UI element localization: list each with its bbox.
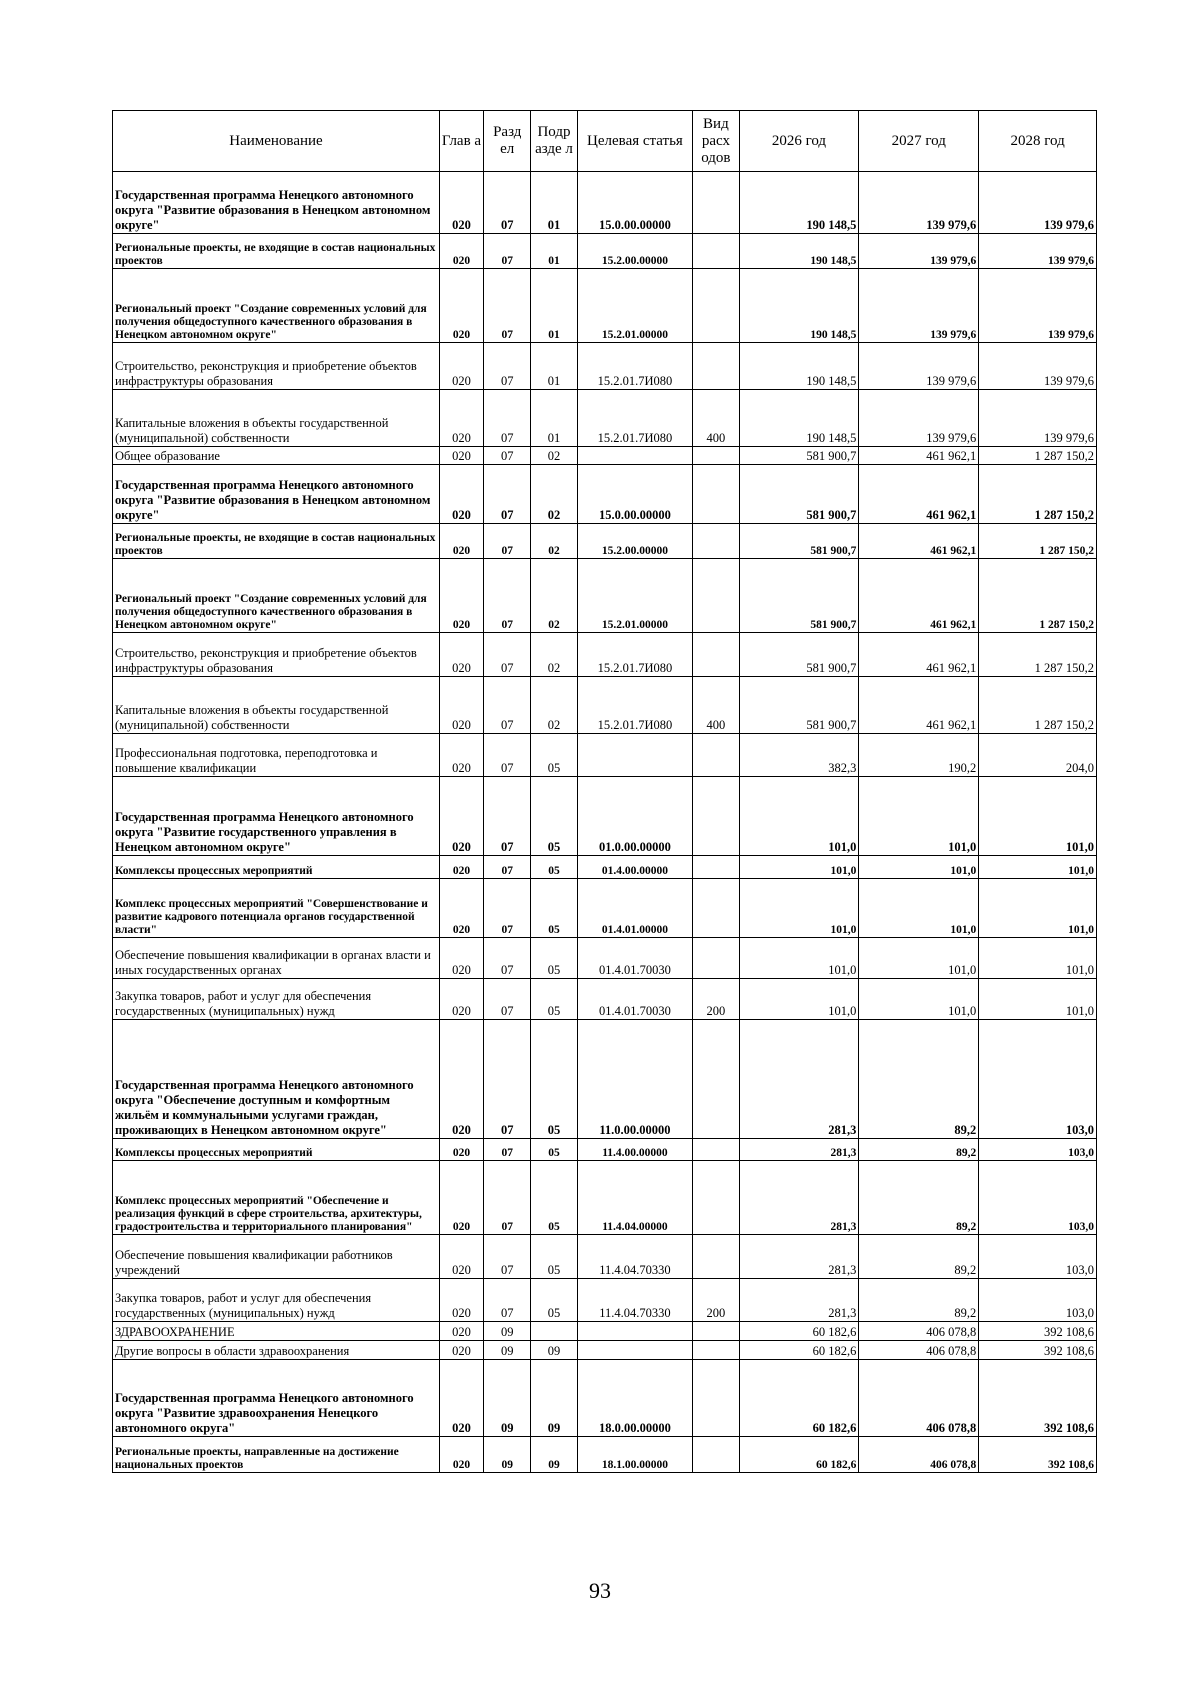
row-2026: 581 900,7 <box>739 524 859 559</box>
row-2027: 461 962,1 <box>859 465 979 524</box>
row-razdel: 07 <box>484 234 531 269</box>
page-number: 93 <box>589 1578 611 1603</box>
row-2027: 461 962,1 <box>859 524 979 559</box>
row-razdel: 07 <box>484 559 531 633</box>
row-2027: 461 962,1 <box>859 559 979 633</box>
row-2028: 392 108,6 <box>979 1322 1097 1341</box>
row-vid <box>693 465 739 524</box>
row-target: 01.4.00.00000 <box>577 856 693 879</box>
row-name: Государственная программа Ненецкого автономного округа "Обеспечение доступным и комфортным жильём и коммунальными услугами граждан, проживающих в Ненецком автономном округе" <box>113 1020 440 1139</box>
table-row <box>113 559 1097 633</box>
row-name: Комплексы процессных мероприятий <box>113 1139 440 1161</box>
table-row <box>113 938 1097 979</box>
row-name: Закупка товаров, работ и услуг для обеспечения государственных (муниципальных) нужд <box>113 1279 440 1322</box>
row-2026: 60 182,6 <box>739 1437 859 1473</box>
row-glava: 020 <box>439 1437 483 1473</box>
header-name: Наименование <box>113 111 440 172</box>
row-name: Комплекс процессных мероприятий "Обеспечение и реализация функций в сфере строительства, архитектуры, градостроительства и территориального планирования" <box>113 1161 440 1235</box>
row-vid <box>693 856 739 879</box>
row-name: Обеспечение повышения квалификации работников учреждений <box>113 1235 440 1279</box>
row-2027: 101,0 <box>859 979 979 1020</box>
row-name: Комплекс процессных мероприятий "Совершенствование и развитие кадрового потенциала органов государственной власти" <box>113 879 440 938</box>
row-2028: 101,0 <box>979 879 1097 938</box>
row-target: 01.4.01.70030 <box>577 979 693 1020</box>
header-target: Целевая статья <box>577 111 693 172</box>
row-2028: 139 979,6 <box>979 234 1097 269</box>
row-target: 18.0.00.00000 <box>577 1360 693 1437</box>
row-2028: 103,0 <box>979 1161 1097 1235</box>
row-razdel: 07 <box>484 938 531 979</box>
row-name: Профессиональная подготовка, переподготовка и повышение квалификации <box>113 734 440 777</box>
row-target: 15.0.00.00000 <box>577 172 693 234</box>
row-2026: 101,0 <box>739 979 859 1020</box>
row-glava: 020 <box>439 879 483 938</box>
row-glava: 020 <box>439 234 483 269</box>
row-2027: 139 979,6 <box>859 172 979 234</box>
row-2028: 392 108,6 <box>979 1341 1097 1360</box>
table-row <box>113 879 1097 938</box>
row-glava: 020 <box>439 856 483 879</box>
row-name: Капитальные вложения в объекты государственной (муниципальной) собственности <box>113 677 440 734</box>
row-vid: 400 <box>693 677 739 734</box>
row-name: ЗДРАВООХРАНЕНИЕ <box>113 1322 440 1341</box>
row-2028: 101,0 <box>979 938 1097 979</box>
row-name: Региональный проект "Создание современных условий для получения общедоступного качественного образования в Ненецком автономном округе" <box>113 559 440 633</box>
row-2026: 281,3 <box>739 1139 859 1161</box>
row-name: Общее образование <box>113 447 440 465</box>
row-2026: 281,3 <box>739 1161 859 1235</box>
row-podrazdel: 02 <box>531 465 577 524</box>
row-2026: 101,0 <box>739 777 859 856</box>
row-2027: 139 979,6 <box>859 390 979 447</box>
header-vid: Вид расх одов <box>693 111 739 172</box>
row-vid <box>693 938 739 979</box>
row-razdel: 07 <box>484 390 531 447</box>
row-podrazdel: 02 <box>531 677 577 734</box>
row-razdel: 07 <box>484 447 531 465</box>
row-target: 15.2.01.00000 <box>577 559 693 633</box>
table-row <box>113 777 1097 856</box>
row-target <box>577 1322 693 1341</box>
row-2028: 204,0 <box>979 734 1097 777</box>
row-2026: 581 900,7 <box>739 465 859 524</box>
row-2026: 281,3 <box>739 1279 859 1322</box>
row-podrazdel: 05 <box>531 777 577 856</box>
row-razdel: 07 <box>484 734 531 777</box>
row-podrazdel: 01 <box>531 390 577 447</box>
row-2026: 581 900,7 <box>739 447 859 465</box>
row-2027: 406 078,8 <box>859 1322 979 1341</box>
row-2026: 101,0 <box>739 938 859 979</box>
row-razdel: 07 <box>484 1020 531 1139</box>
row-podrazdel: 05 <box>531 1020 577 1139</box>
header-2028: 2028 год <box>979 111 1097 172</box>
row-razdel: 09 <box>484 1437 531 1473</box>
budget-table <box>112 110 1097 1473</box>
row-2028: 392 108,6 <box>979 1437 1097 1473</box>
row-razdel: 07 <box>484 856 531 879</box>
row-name: Строительство, реконструкция и приобретение объектов инфраструктуры образования <box>113 343 440 390</box>
row-glava: 020 <box>439 524 483 559</box>
row-vid <box>693 269 739 343</box>
row-vid <box>693 1322 739 1341</box>
table-row <box>113 856 1097 879</box>
row-2026: 581 900,7 <box>739 633 859 677</box>
row-2028: 139 979,6 <box>979 390 1097 447</box>
row-glava: 020 <box>439 390 483 447</box>
row-target: 11.4.04.00000 <box>577 1161 693 1235</box>
row-target: 15.2.00.00000 <box>577 234 693 269</box>
row-2027: 406 078,8 <box>859 1360 979 1437</box>
row-name: Закупка товаров, работ и услуг для обеспечения государственных (муниципальных) нужд <box>113 979 440 1020</box>
table-header-row <box>113 111 1097 172</box>
row-razdel: 09 <box>484 1322 531 1341</box>
row-glava: 020 <box>439 1161 483 1235</box>
row-2026: 101,0 <box>739 879 859 938</box>
row-2028: 392 108,6 <box>979 1360 1097 1437</box>
table-row <box>113 1279 1097 1322</box>
row-vid <box>693 1161 739 1235</box>
row-name: Комплексы процессных мероприятий <box>113 856 440 879</box>
row-vid <box>693 734 739 777</box>
table-row <box>113 172 1097 234</box>
row-name: Государственная программа Ненецкого автономного округа "Развитие образования в Ненецком автономном округе" <box>113 465 440 524</box>
row-2027: 101,0 <box>859 938 979 979</box>
row-glava: 020 <box>439 172 483 234</box>
row-vid: 400 <box>693 390 739 447</box>
row-vid <box>693 1139 739 1161</box>
table-row <box>113 465 1097 524</box>
row-razdel: 09 <box>484 1341 531 1360</box>
header-2026: 2026 год <box>739 111 859 172</box>
row-glava: 020 <box>439 979 483 1020</box>
row-2026: 101,0 <box>739 856 859 879</box>
row-2028: 139 979,6 <box>979 269 1097 343</box>
table-row <box>113 343 1097 390</box>
table-row <box>113 1020 1097 1139</box>
row-2026: 281,3 <box>739 1020 859 1139</box>
row-podrazdel: 02 <box>531 447 577 465</box>
table-row <box>113 1139 1097 1161</box>
row-glava: 020 <box>439 633 483 677</box>
row-2027: 101,0 <box>859 777 979 856</box>
row-name: Региональные проекты, не входящие в состав национальных проектов <box>113 234 440 269</box>
row-2027: 461 962,1 <box>859 677 979 734</box>
row-2028: 1 287 150,2 <box>979 447 1097 465</box>
row-name: Региональные проекты, направленные на достижение национальных проектов <box>113 1437 440 1473</box>
row-2026: 190 148,5 <box>739 234 859 269</box>
row-vid <box>693 234 739 269</box>
row-2028: 101,0 <box>979 856 1097 879</box>
table-row <box>113 1161 1097 1235</box>
row-target: 15.2.01.7И080 <box>577 633 693 677</box>
table-row <box>113 1360 1097 1437</box>
row-podrazdel: 05 <box>531 938 577 979</box>
row-podrazdel: 05 <box>531 879 577 938</box>
row-2027: 101,0 <box>859 856 979 879</box>
row-vid <box>693 524 739 559</box>
row-glava: 020 <box>439 343 483 390</box>
row-razdel: 07 <box>484 1161 531 1235</box>
row-razdel: 07 <box>484 677 531 734</box>
row-2028: 1 287 150,2 <box>979 465 1097 524</box>
row-podrazdel: 02 <box>531 524 577 559</box>
table-row <box>113 734 1097 777</box>
row-target: 18.1.00.00000 <box>577 1437 693 1473</box>
row-podrazdel: 02 <box>531 633 577 677</box>
row-razdel: 09 <box>484 1360 531 1437</box>
row-vid <box>693 559 739 633</box>
row-2028: 103,0 <box>979 1139 1097 1161</box>
row-glava: 020 <box>439 447 483 465</box>
row-glava: 020 <box>439 465 483 524</box>
row-2027: 190,2 <box>859 734 979 777</box>
row-2027: 139 979,6 <box>859 269 979 343</box>
row-vid <box>693 1341 739 1360</box>
row-2026: 581 900,7 <box>739 677 859 734</box>
row-target: 01.0.00.00000 <box>577 777 693 856</box>
row-target <box>577 447 693 465</box>
row-glava: 020 <box>439 1360 483 1437</box>
row-glava: 020 <box>439 734 483 777</box>
row-2028: 139 979,6 <box>979 343 1097 390</box>
row-2026: 190 148,5 <box>739 390 859 447</box>
row-2026: 281,3 <box>739 1235 859 1279</box>
row-2027: 461 962,1 <box>859 447 979 465</box>
row-target: 15.2.01.7И080 <box>577 343 693 390</box>
row-glava: 020 <box>439 938 483 979</box>
row-target: 15.2.01.00000 <box>577 269 693 343</box>
budget-table-container <box>112 110 1097 1473</box>
row-2027: 461 962,1 <box>859 633 979 677</box>
table-row <box>113 633 1097 677</box>
row-podrazdel: 05 <box>531 1139 577 1161</box>
row-name: Обеспечение повышения квалификации в органах власти и иных государственных органах <box>113 938 440 979</box>
row-target: 15.2.00.00000 <box>577 524 693 559</box>
header-podrazdel: Подр азде л <box>531 111 577 172</box>
row-razdel: 07 <box>484 465 531 524</box>
row-vid <box>693 1020 739 1139</box>
header-2027: 2027 год <box>859 111 979 172</box>
table-row <box>113 447 1097 465</box>
row-podrazdel: 05 <box>531 1279 577 1322</box>
row-2026: 60 182,6 <box>739 1341 859 1360</box>
row-glava: 020 <box>439 559 483 633</box>
row-glava: 020 <box>439 1020 483 1139</box>
row-razdel: 07 <box>484 633 531 677</box>
row-glava: 020 <box>439 1322 483 1341</box>
row-2028: 103,0 <box>979 1235 1097 1279</box>
row-2028: 103,0 <box>979 1020 1097 1139</box>
row-podrazdel: 05 <box>531 734 577 777</box>
row-target: 11.4.00.00000 <box>577 1139 693 1161</box>
table-body <box>113 172 1097 1473</box>
row-vid <box>693 1235 739 1279</box>
table-row <box>113 390 1097 447</box>
row-podrazdel: 01 <box>531 343 577 390</box>
row-target <box>577 1341 693 1360</box>
row-name: Региональный проект "Создание современных условий для получения общедоступного качественного образования в Ненецком автономном округе" <box>113 269 440 343</box>
row-name: Государственная программа Ненецкого автономного округа "Развитие здравоохранения Ненецкого автономного округа" <box>113 1360 440 1437</box>
table-row <box>113 1341 1097 1360</box>
table-row <box>113 269 1097 343</box>
row-2026: 190 148,5 <box>739 269 859 343</box>
row-target: 15.2.01.7И080 <box>577 390 693 447</box>
row-razdel: 07 <box>484 269 531 343</box>
row-name: Строительство, реконструкция и приобретение объектов инфраструктуры образования <box>113 633 440 677</box>
row-razdel: 07 <box>484 1139 531 1161</box>
row-2027: 139 979,6 <box>859 343 979 390</box>
row-2028: 1 287 150,2 <box>979 677 1097 734</box>
row-razdel: 07 <box>484 1279 531 1322</box>
row-vid <box>693 633 739 677</box>
row-2028: 1 287 150,2 <box>979 633 1097 677</box>
table-row <box>113 677 1097 734</box>
row-razdel: 07 <box>484 979 531 1020</box>
row-2027: 139 979,6 <box>859 234 979 269</box>
table-row <box>113 1235 1097 1279</box>
row-2028: 1 287 150,2 <box>979 524 1097 559</box>
row-2026: 581 900,7 <box>739 559 859 633</box>
row-podrazdel: 01 <box>531 172 577 234</box>
row-2027: 89,2 <box>859 1279 979 1322</box>
header-razdel: Разд ел <box>484 111 531 172</box>
table-row <box>113 979 1097 1020</box>
row-podrazdel: 05 <box>531 1235 577 1279</box>
row-target: 01.4.01.70030 <box>577 938 693 979</box>
row-2028: 1 287 150,2 <box>979 559 1097 633</box>
row-2027: 89,2 <box>859 1139 979 1161</box>
row-2027: 101,0 <box>859 879 979 938</box>
row-podrazdel: 05 <box>531 1161 577 1235</box>
header-glava: Глав а <box>439 111 483 172</box>
row-target: 11.0.00.00000 <box>577 1020 693 1139</box>
row-2028: 139 979,6 <box>979 172 1097 234</box>
row-podrazdel: 09 <box>531 1437 577 1473</box>
row-razdel: 07 <box>484 172 531 234</box>
row-name: Капитальные вложения в объекты государственной (муниципальной) собственности <box>113 390 440 447</box>
row-name: Государственная программа Ненецкого автономного округа "Развитие образования в Ненецком автономном округе" <box>113 172 440 234</box>
row-2028: 101,0 <box>979 777 1097 856</box>
row-glava: 020 <box>439 677 483 734</box>
row-2026: 382,3 <box>739 734 859 777</box>
row-2026: 60 182,6 <box>739 1322 859 1341</box>
row-2027: 89,2 <box>859 1235 979 1279</box>
row-podrazdel <box>531 1322 577 1341</box>
row-glava: 020 <box>439 269 483 343</box>
row-glava: 020 <box>439 777 483 856</box>
row-target: 11.4.04.70330 <box>577 1235 693 1279</box>
row-vid <box>693 777 739 856</box>
row-razdel: 07 <box>484 524 531 559</box>
row-target: 01.4.01.00000 <box>577 879 693 938</box>
row-2027: 406 078,8 <box>859 1437 979 1473</box>
row-target: 15.0.00.00000 <box>577 465 693 524</box>
row-target: 11.4.04.70330 <box>577 1279 693 1322</box>
row-razdel: 07 <box>484 879 531 938</box>
row-podrazdel: 05 <box>531 979 577 1020</box>
row-razdel: 07 <box>484 1235 531 1279</box>
row-podrazdel: 02 <box>531 559 577 633</box>
row-2028: 101,0 <box>979 979 1097 1020</box>
row-glava: 020 <box>439 1279 483 1322</box>
row-podrazdel: 01 <box>531 269 577 343</box>
row-2027: 89,2 <box>859 1020 979 1139</box>
row-glava: 020 <box>439 1235 483 1279</box>
row-2026: 190 148,5 <box>739 343 859 390</box>
row-glava: 020 <box>439 1139 483 1161</box>
row-vid <box>693 879 739 938</box>
row-vid <box>693 172 739 234</box>
row-2027: 406 078,8 <box>859 1341 979 1360</box>
table-row <box>113 524 1097 559</box>
row-vid: 200 <box>693 979 739 1020</box>
row-2026: 190 148,5 <box>739 172 859 234</box>
table-row <box>113 1322 1097 1341</box>
row-podrazdel: 05 <box>531 856 577 879</box>
row-name: Государственная программа Ненецкого автономного округа "Развитие государственного управления в Ненецком автономном округе" <box>113 777 440 856</box>
row-2028: 103,0 <box>979 1279 1097 1322</box>
row-razdel: 07 <box>484 777 531 856</box>
row-target <box>577 734 693 777</box>
row-podrazdel: 09 <box>531 1360 577 1437</box>
row-vid <box>693 1437 739 1473</box>
row-podrazdel: 01 <box>531 234 577 269</box>
row-vid <box>693 343 739 390</box>
row-glava: 020 <box>439 1341 483 1360</box>
row-razdel: 07 <box>484 343 531 390</box>
row-podrazdel: 09 <box>531 1341 577 1360</box>
row-vid: 200 <box>693 1279 739 1322</box>
row-vid <box>693 1360 739 1437</box>
table-row <box>113 234 1097 269</box>
row-name: Другие вопросы в области здравоохранения <box>113 1341 440 1360</box>
row-name: Региональные проекты, не входящие в состав национальных проектов <box>113 524 440 559</box>
row-2027: 89,2 <box>859 1161 979 1235</box>
row-vid <box>693 447 739 465</box>
row-2026: 60 182,6 <box>739 1360 859 1437</box>
table-row <box>113 1437 1097 1473</box>
row-target: 15.2.01.7И080 <box>577 677 693 734</box>
